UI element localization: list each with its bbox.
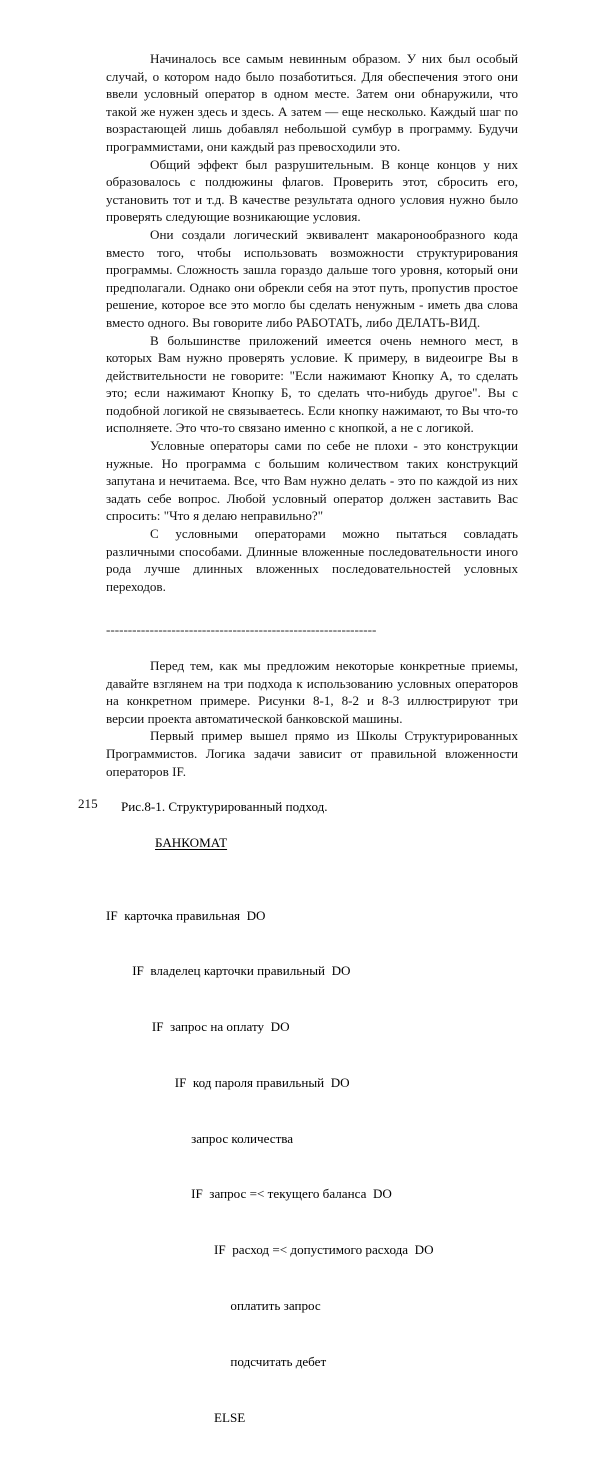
paragraph: В большинстве приложений имеется очень немного мест, в которых Вам нужно проверять условие. К примеру, в видеоигре Вы в действительности не говорите: "Если нажимают Кнопку А, то сделать это; если нажимают Кнопку Б, то сделать что-нибудь другое". Вы с подобной логикой не связываетесь. Если кнопку нажимают, то Вы что-то исполняете. Это что-то связано именно с кнопкой, а не с логикой.: [106, 332, 518, 436]
code-line: оплатить запрос: [106, 1298, 321, 1313]
code-line: IF карточка правильная DO: [106, 907, 266, 923]
code-line: IF расход =< допустимого расхода DO: [106, 1242, 434, 1258]
section-separator: --------------------------------------------------------------: [106, 622, 377, 638]
spacer: [106, 639, 518, 657]
paragraph: Начиналось все самым невинным образом. У них был особый случай, о котором надо было позаботиться. Для обеспечения этого они ввели условный оператор в одном месте. Затем они обнаружили, что такой же нужен здесь и здесь. А затем — еще несколько. Каждый шаг по возрастающей лишь добавлял небольшой сумбур в программу. Будучи программистами, они каждый раз превосходили это.: [106, 51, 518, 154]
page-number: 215: [78, 796, 98, 811]
code-line: IF владелец карточки правильный DO: [106, 963, 351, 979]
spacer: [106, 780, 518, 798]
paragraph: Перед тем, как мы предложим некоторые конкретные приемы, давайте взглянем на три подхода к использованию условных операторов на конкретном примере. Рисунки 8-1, 8-2 и 8-3 иллюстрируют три версии проекта автоматической банковской машины.: [106, 658, 518, 726]
paragraph: Общий эффект был разрушительным. В конце концов у них образовалось с полдюжины флагов. Проверить этот, сбросить его, установить тот и т.д. В качестве результата одного условия нужно было проверять следующие возникающие условия.: [106, 156, 518, 225]
paragraph: Они создали логический эквивалент макаронообразного кода вместо того, чтобы использовать возможности структурирования программы. Сложность зашла гораздо дальше того уровня, который они предполагали. Однако они обрекли себя на этот путь, пропустив простое решение, которое все это могло бы сделать ненужным - иметь два слова вместо одного. Вы говорите либо РАБОТАТЬ, либо ДЕЛАТЬ-ВИД.: [106, 226, 518, 330]
spacer: [106, 851, 518, 869]
paragraph: Условные операторы сами по себе не плохи - это конструкции нужные. Но программа с большим количеством таких конструкций запутана и нечитаема. Все, что Вам нужно делать - это по каждой из них задать себе вопрос. Любой условный оператор должен заставить Вас спросить: "Что я делаю неправильно?": [106, 438, 518, 524]
figure-caption: Рис.8-1. Структурированный подход.: [121, 799, 328, 815]
figure-title-text: БАНКОМАТ: [155, 834, 228, 850]
code-line: IF запрос на оплату DO: [106, 1019, 290, 1035]
code-block: [106, 869, 518, 1464]
paragraph: С условными операторами можно пытаться совладать различными способами. Длинные вложенные последовательности иного рода лучше длинных вложенных последовательностей условных переходов.: [106, 526, 518, 594]
code-line: ELSE: [106, 1409, 246, 1425]
code-line: подсчитать дебет: [106, 1353, 327, 1369]
page-content: [106, 50, 518, 1464]
code-line: запрос количества: [106, 1130, 294, 1146]
code-line: IF код пароля правильный DO: [106, 1074, 350, 1090]
spacer: [106, 816, 518, 834]
paragraph: Первый пример вышел прямо из Школы Структурированных Программистов. Логика задачи зависит от правильной вложенности операторов IF.: [106, 728, 518, 779]
code-line: IF запрос =< текущего баланса DO: [106, 1186, 392, 1202]
spacer: [106, 595, 518, 621]
